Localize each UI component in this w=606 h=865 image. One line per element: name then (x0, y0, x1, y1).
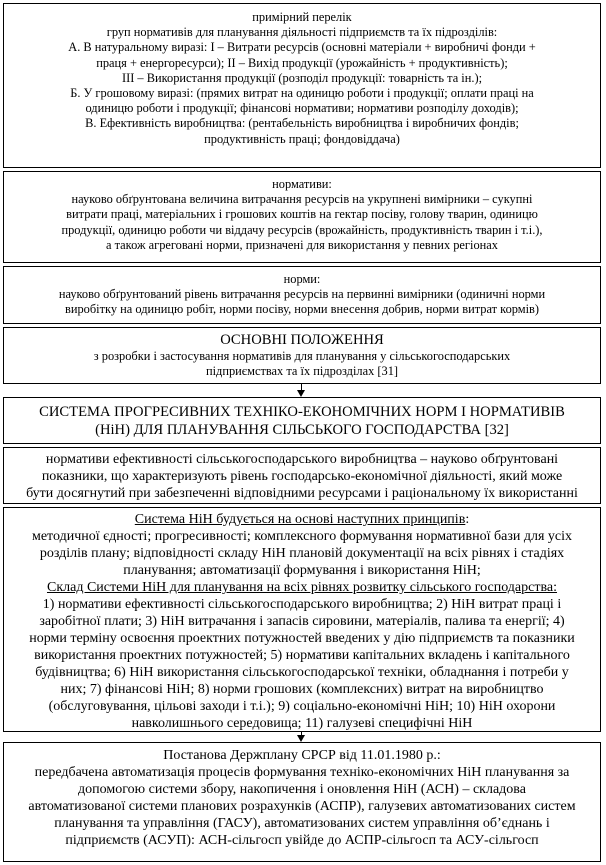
normatives-line: витрати праці, матеріальних і грошових коштів на гектар посіву, голову тварин, одиницю (66, 207, 538, 222)
sample-list-line: продуктивність праці; фондовіддача) (204, 131, 400, 146)
resolution-line: передбачена автоматизація процесів формування техніко-економічних НіН планування за (34, 765, 570, 780)
norms-line: науково обґрунтований рівень витрачання ресурсів на первинні вимірники (одиничні норми (58, 287, 546, 302)
normatives-line: науково обґрунтована величина витрачання ресурсів на укрупнені вимірники – сукупні (71, 192, 533, 207)
norms-definition-box (3, 266, 601, 324)
efficiency-line: бути досягнутий при забезпеченні відповідними ресурсами і раціональному їх використанні (26, 486, 578, 501)
composition-line: будівництва; 6) НіН використання сільськогосподарської техніки, обладнання і потреби у (35, 665, 569, 680)
principles-line: методичної єдності; прогресивності; комплексного формування нормативної бази для усіх (31, 529, 572, 544)
down-arrow-icon (297, 732, 307, 742)
resolution-line: допомогою системи збору, накопичення і оновлення НіН (АСН) – складова (78, 782, 526, 797)
principles-line: розділів плану; відповідності складу НіН плановій документації на всіх рівнях і стадіях (39, 546, 565, 561)
sample-list-line: В. Ефективність виробництва: (рентабельність виробництва і виробничих фондів; (85, 116, 519, 131)
composition-line: (обслуговування, цільові заходи і т.і.); 9) соціально-економічні НіН; 10) НіН охорони (48, 699, 556, 714)
principles-heading: Система НіН будується на основі наступних принципів (134, 512, 466, 527)
resolution-line: підприємств (АСУП): АСН-сільгосп увійде до АСПР-сільгосп та АСУ-сільгосп (65, 833, 539, 848)
efficiency-line: показники, що характеризують рівень господарсько-економічної діяльності, який може (41, 469, 563, 484)
gosplan-resolution-box (3, 742, 601, 862)
sample-list-box (3, 3, 601, 168)
principles-colon: : (465, 512, 470, 527)
composition-line: навколишнього середовища; 11) галузеві специфічні НіН (131, 716, 473, 731)
resolution-line: планування та управління (ГАСУ), автоматизованих систем управління об’єднань і (54, 816, 550, 831)
main-provisions-line: з розробки і застосування нормативів для планування у сільськогосподарських (93, 349, 511, 363)
composition-line: заробітної плати; 3) НіН витрачання і запасів сировини, матеріалів, палива та енергії; 4) (39, 614, 565, 629)
principles-heading-line (4, 511, 600, 528)
norms-title: норми: (283, 272, 321, 286)
sample-list-line: одиницю роботи і продукції; фінансові нормативи; нормативи розподілу доходів); (85, 101, 519, 116)
system-title-line: СИСТЕМА ПРОГРЕСИВНИХ ТЕХНІКО-ЕКОНОМІЧНИХ НОРМ І НОРМАТИВІВ (39, 404, 565, 420)
resolution-line: автоматизованої системи планових розрахунків (АСПР), галузевих автоматизованих систем (28, 799, 576, 814)
main-provisions-title: ОСНОВНІ ПОЛОЖЕННЯ (220, 332, 384, 348)
norms-line: виробітку на одиницю робіт, норми посіву, норми внесення добрив, норми витрат кормів) (64, 302, 540, 317)
system-principles-box (3, 507, 601, 732)
normatives-line: а також агреговані норми, призначені для використання у певних регіонах (106, 237, 498, 252)
sample-list-line: Б. У грошовому виразі: (прямих витрат на одиницю роботи і продукції; оплати праці на (70, 86, 534, 101)
principles-line: планування; автоматизації формування і використання НіН; (123, 563, 481, 578)
composition-line: них; 7) фінансові НіН; 8) норми грошових (комплексних) витрат на виробництво (60, 682, 544, 697)
main-provisions-line: підприємствах та їх підрозділах [31] (205, 364, 399, 379)
normatives-definition-box (3, 171, 601, 263)
sample-list-line: праця + енергоресурси); ІІ – Вихід продукції (урожайність + продуктивність); (96, 55, 508, 70)
sample-list-line: груп нормативів для планування діяльності підприємств та їх підрозділів: (106, 25, 498, 40)
sample-list-line: примірний перелік (252, 10, 352, 24)
composition-line: 1) нормативи ефективності сільськогосподарського виробництва; 2) НіН витрат праці і (42, 597, 562, 612)
down-arrow-icon (297, 384, 307, 397)
composition-heading: Склад Системи НіН для планування на всіх рівнях розвитку сільського господарства: (46, 580, 558, 595)
normatives-line: продукції, одиницю роботи чи віддачу ресурсів (врожайність, продуктивність тварин і т.і.), (61, 222, 543, 237)
system-title-box (3, 397, 601, 444)
system-title-line: (НіН) ДЛЯ ПЛАНУВАННЯ СІЛЬСЬКОГО ГОСПОДАРСТВА [32] (95, 422, 509, 438)
sample-list-line: А. В натуральному виразі: І – Витрати ресурсів (основні матеріали + виробничі фонди + (68, 40, 536, 55)
efficiency-line: нормативи ефективності сільськогосподарського виробництва – науково обґрунтовані (45, 452, 559, 467)
resolution-title: Постанова Держплану СРСР від 11.01.1980 р.: (163, 748, 441, 763)
sample-list-line: ІІІ – Використання продукції (розподіл продукції: товарність та ін.); (121, 70, 483, 85)
normatives-title: нормативи: (272, 177, 332, 191)
main-provisions-box (3, 327, 601, 384)
composition-line: використання проектних потужностей; 5) нормативи капітальних вкладень і капітального (34, 648, 570, 663)
efficiency-normatives-box (3, 447, 601, 504)
composition-line: норми терміну освоєння проектних потужностей введених у дію підприємств та показники (29, 631, 575, 646)
